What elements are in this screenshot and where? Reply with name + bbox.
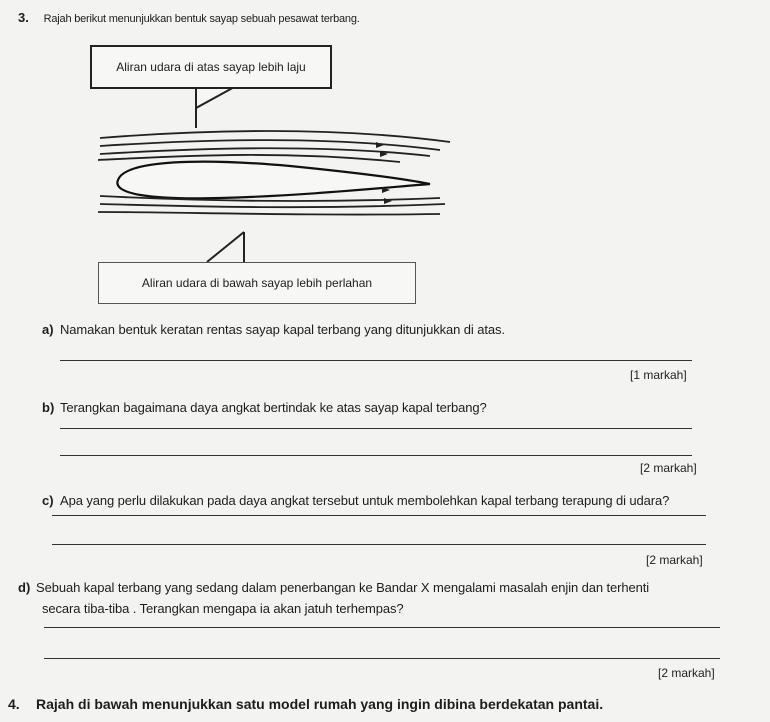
question-c-label: c) bbox=[42, 493, 54, 508]
question-4-number: 4. bbox=[8, 696, 20, 712]
answer-line-a1[interactable] bbox=[60, 360, 692, 361]
airflow-lines-lower bbox=[98, 196, 445, 215]
lower-airflow-label: Aliran udara di bawah sayap lebih perlahan bbox=[141, 276, 373, 290]
question-d bbox=[18, 580, 649, 595]
question-4-text: Rajah di bawah menunjukkan satu model rumah yang ingin dibina berdekatan pantai. bbox=[36, 696, 604, 712]
question-c-text: Apa yang perlu dilakukan pada daya angkat tersebut untuk membolehkan kapal terbang terapung di udara? bbox=[60, 493, 670, 508]
question-a-marks: [1 markah] bbox=[630, 368, 687, 382]
question-d-label: d) bbox=[18, 580, 31, 595]
answer-line-c1[interactable] bbox=[52, 515, 706, 516]
question-d-continued bbox=[42, 601, 404, 616]
answer-line-d2[interactable] bbox=[44, 658, 720, 659]
question-4 bbox=[8, 696, 603, 712]
question-a bbox=[42, 322, 505, 337]
answer-line-d1[interactable] bbox=[44, 627, 720, 628]
question-d-text-2: secara tiba-tiba . Terangkan mengapa ia akan jatuh terhempas? bbox=[42, 601, 404, 616]
question-c-marks: [2 markah] bbox=[646, 553, 703, 567]
question-b bbox=[42, 400, 487, 415]
question-a-text: Namakan bentuk keratan rentas sayap kapal terbang yang ditunjukkan di atas. bbox=[60, 322, 505, 337]
upper-airflow-label: Aliran udara di atas sayap lebih laju bbox=[116, 60, 306, 74]
question-b-marks: [2 markah] bbox=[640, 461, 697, 475]
answer-line-b2[interactable] bbox=[60, 455, 692, 456]
question-b-text: Terangkan bagaimana daya angkat bertindak ke atas sayap kapal terbang? bbox=[60, 400, 487, 415]
question-d-text-1: Sebuah kapal terbang yang sedang dalam penerbangan ke Bandar X mengalami masalah enjin dan terhenti bbox=[36, 580, 650, 595]
callout-upper-airflow bbox=[90, 45, 332, 89]
callout-lower-airflow bbox=[98, 262, 416, 304]
question-a-label: a) bbox=[42, 322, 54, 337]
bottom-callout-pointer bbox=[207, 232, 244, 262]
question-3-text: Rajah berikut menunjukkan bentuk sayap sebuah pesawat terbang. bbox=[43, 13, 360, 25]
question-b-label: b) bbox=[42, 400, 55, 415]
answer-line-c2[interactable] bbox=[52, 544, 706, 545]
question-3-number: 3. bbox=[18, 10, 29, 25]
answer-line-b1[interactable] bbox=[60, 428, 692, 429]
wing-airfoil bbox=[117, 162, 430, 199]
question-c bbox=[42, 493, 669, 508]
airflow-lines-upper bbox=[98, 131, 450, 162]
question-d-marks: [2 markah] bbox=[658, 666, 715, 680]
